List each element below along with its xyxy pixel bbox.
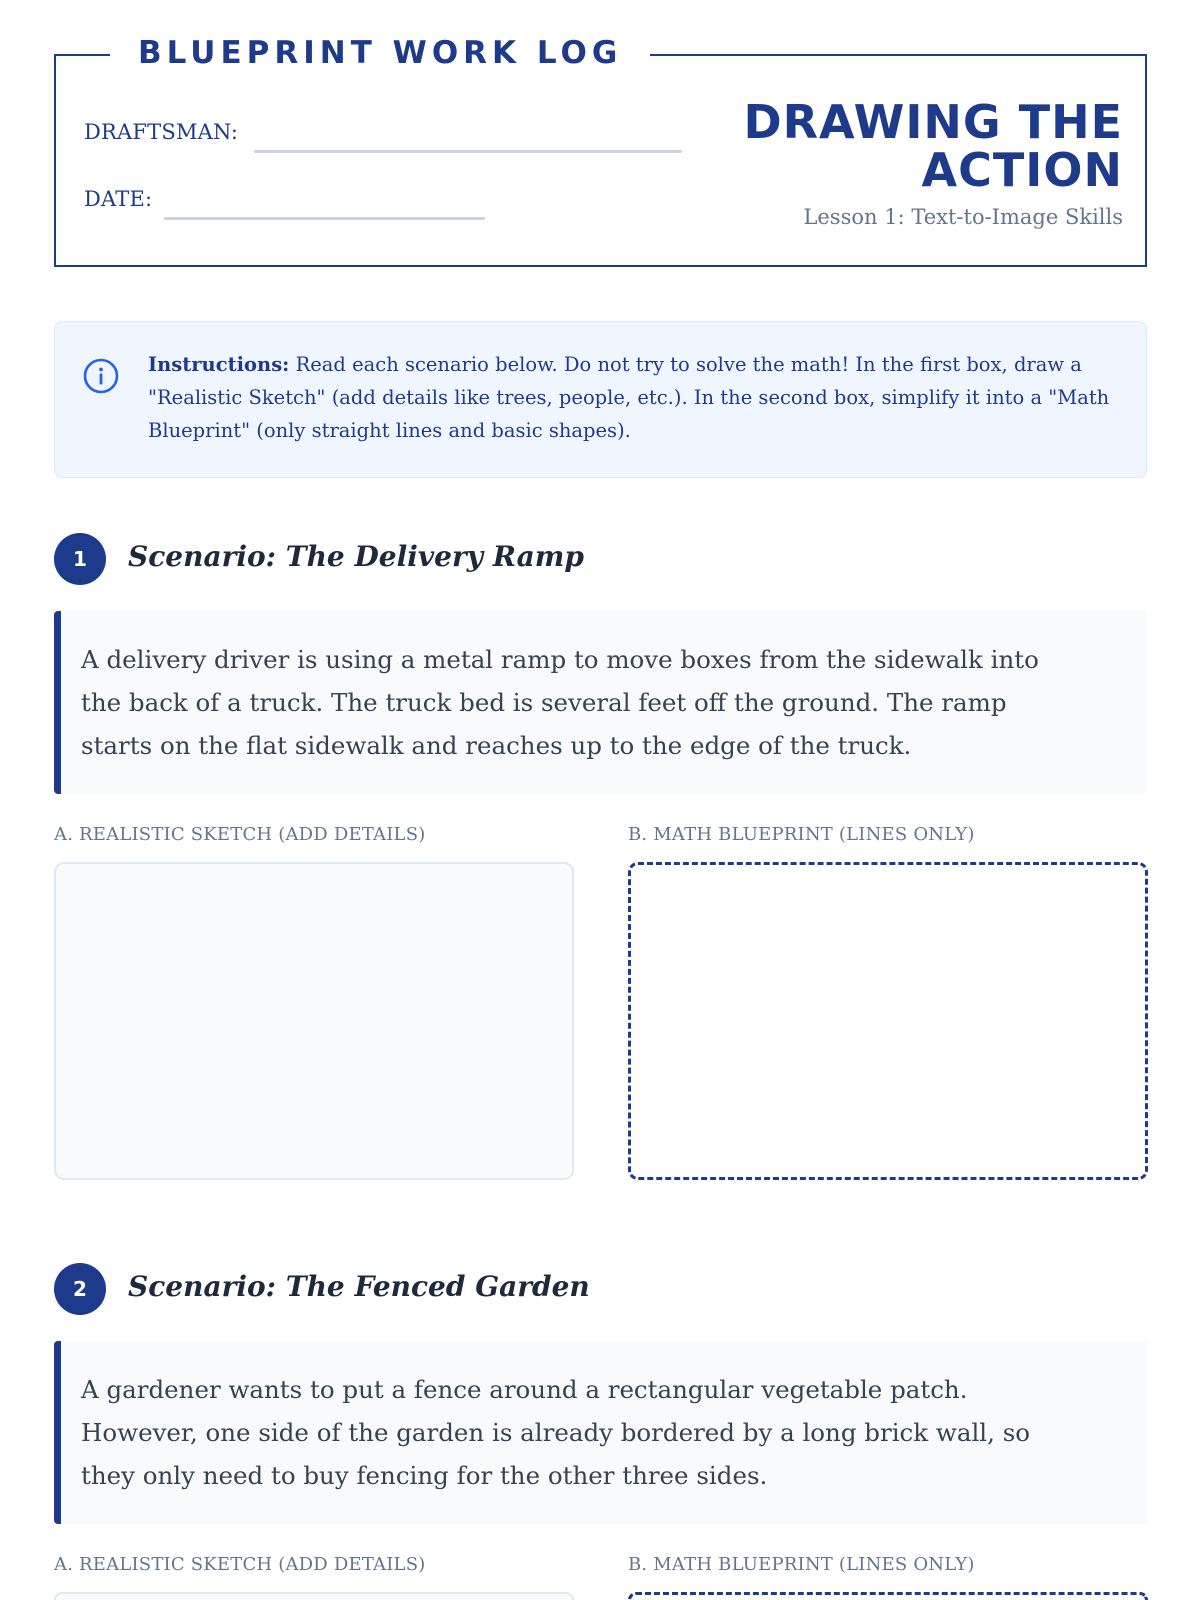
instructions-panel xyxy=(54,321,1147,478)
draftsman-field[interactable] xyxy=(254,150,682,153)
scenario-title: Scenario: The Fenced Garden xyxy=(128,1270,590,1303)
date-field[interactable] xyxy=(164,217,485,220)
page-title: DRAWING THE ACTION xyxy=(743,95,1123,197)
scenario-number-badge: 1 xyxy=(54,533,106,585)
draftsman-label: DRAFTSMAN: xyxy=(84,120,239,144)
blueprint-label: B. MATH BLUEPRINT (LINES ONLY) xyxy=(628,1554,975,1575)
scenario-title: Scenario: The Delivery Ramp xyxy=(128,540,584,573)
math-blueprint-area[interactable] xyxy=(628,862,1148,1180)
blueprint-label: B. MATH BLUEPRINT (LINES ONLY) xyxy=(628,824,975,845)
page-subtitle: Lesson 1: Text-to-Image Skills xyxy=(803,205,1123,229)
realistic-sketch-area[interactable] xyxy=(54,1592,574,1600)
realistic-sketch-area[interactable] xyxy=(54,862,574,1180)
scenario-description: A delivery driver is using a metal ramp to move boxes from the sidewalk into the back of a truck. The truck bed is several feet off the ground. The ramp starts on the flat sidewalk and reaches up to the edge of the truck. xyxy=(81,645,1039,760)
math-blueprint-area[interactable] xyxy=(628,1592,1148,1600)
sketch-label: A. REALISTIC SKETCH (ADD DETAILS) xyxy=(54,824,426,845)
scenario-description: A gardener wants to put a fence around a rectangular vegetable patch. However, one side of the garden is already bordered by a long brick wall, so they only need to buy fencing for the other three sides. xyxy=(81,1375,1031,1490)
sketch-label: A. REALISTIC SKETCH (ADD DETAILS) xyxy=(54,1554,426,1575)
instructions-text xyxy=(148,348,1123,447)
date-label: DATE: xyxy=(84,187,153,211)
info-icon xyxy=(83,358,119,394)
instructions-lead: Instructions: xyxy=(148,353,290,376)
header-legend: BLUEPRINT WORK LOG xyxy=(110,32,650,74)
scenario-number-badge: 2 xyxy=(54,1263,106,1315)
instructions-body: Read each scenario below. Do not try to solve the math! In the first box, draw a "Realistic Sketch" (add details like trees, people, etc.). In the second box, simplify it into a "Math Blueprint" (only straight lines and basic shapes). xyxy=(148,353,1110,442)
